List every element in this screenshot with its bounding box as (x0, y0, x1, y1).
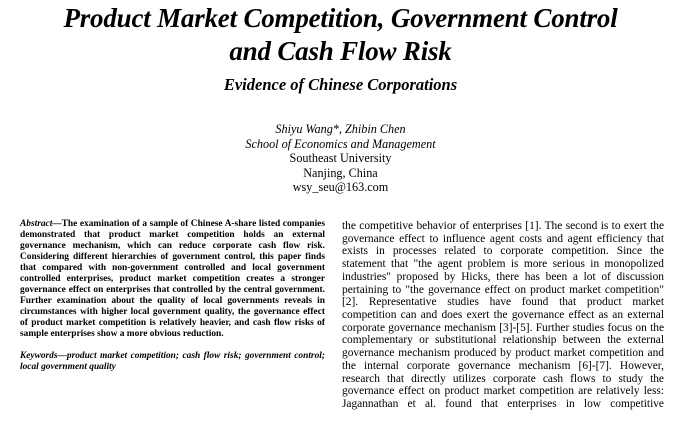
title-line-2: and Cash Flow Risk (229, 36, 452, 66)
abstract (20, 219, 325, 341)
paper-title (0, 2, 681, 68)
author-email: wsy_seu@163.com (292, 180, 389, 195)
keywords (20, 351, 325, 373)
abstract-dash: — (52, 219, 62, 229)
abstract-label: Abstract (20, 219, 53, 229)
author-school: School of Economics and Management (245, 136, 436, 151)
author-city: Nanjing, China (303, 165, 378, 180)
paper-subtitle: Evidence of Chinese Corporations (223, 75, 458, 94)
keywords-text: product market competition; cash flow risk; government control; local government quality (20, 350, 325, 372)
keywords-label: Keywords— (20, 350, 67, 361)
author-block (0, 122, 681, 195)
author-university: Southeast University (289, 151, 392, 166)
author-names: Shiyu Wang*, Zhibin Chen (275, 122, 406, 136)
abstract-column (20, 219, 325, 373)
body-column: the competitive behavior of enterprises [1]. The second is to exert the governance effect to influence agent costs and agent efficiency that exists in processes related to corporate competition. Since the statement that "the agent problem is more serious in monopolized industries" proposed by Hicks, there has been a lot of discussion pertaining to "the governance effect on product market competition" [2]. Representative studies have found that product market competition can and does exert the governance effect as an external corporate governance mechanism [3]-[5]. Further studies focus on the complementary or substitutional relationship between the external governance mechanism produced by product market competition and the internal corporate governance mechanism [6]-[7]. However, research that directly utilizes corporate cash flows to study the governance effect on product market competition are relatively less: Jagannathan et al. found that enterprises in low competitive (342, 220, 664, 411)
title-line-1: Product Market Competition, Government Control (63, 3, 618, 33)
abstract-text: The examination of a sample of Chinese A-share listed companies demonstrated that product market competition holds an external governance mechanism, which can reduce corporate cash flow risk. Considering different hierarchies of government control, this paper finds that compared with non-government controlled and local government controlled enterprises, product market competition creates a stronger governance effect on enterprises that controlled by the central government. Further examination about the quality of local governments reveals in circumstances with higher local government quality, the governance effect of product market competition is relatively heavier, and cash flow risks of sample enterprises show a more obvious reduction. (20, 219, 325, 340)
